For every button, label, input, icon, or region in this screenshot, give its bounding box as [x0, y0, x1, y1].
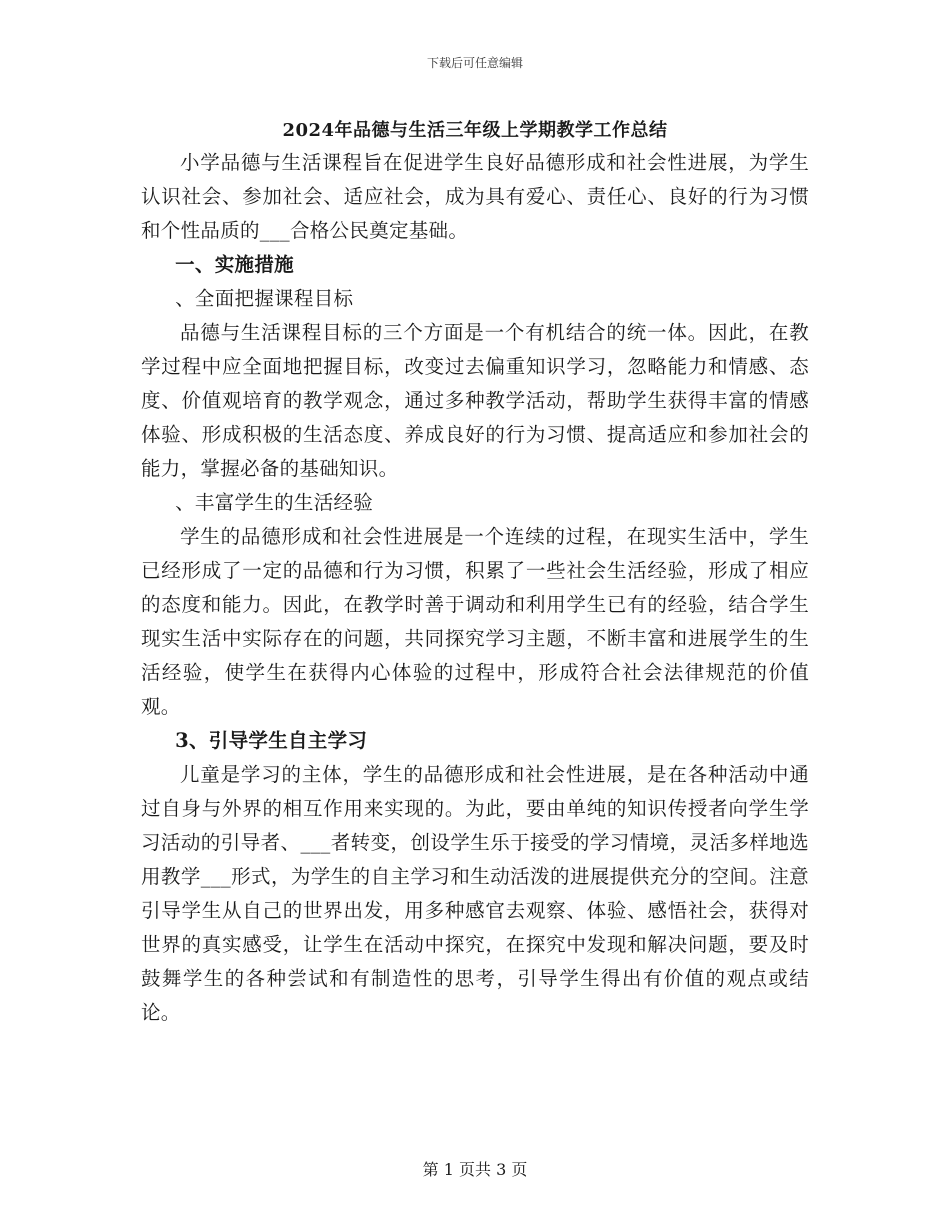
subsection-title-1: 、全面把握课程目标 [175, 287, 354, 310]
intro-paragraph: 小学品德与生活课程旨在促进学生良好品德形成和社会性进展，为学生认识社会、参加社会、适应社会，成为具有爱心、责任心、良好的行为习惯和个性品质的___合格公民奠定基础。 [141, 151, 809, 242]
subsection-text-3: 儿童是学习的主体，学生的品德形成和社会性进展，是在各种活动中通过自身与外界的相互作用来实现的。为此，要由单纯的知识传授者向学生学习活动的引导者、___者转变，创设学生乐于接受的学习情境，灵活多样地选用教学___形式，为学生的自主学习和生动活泼的进展提供充分的空间。注意引导学生从自己的世界出发，用多种感官去观察、体验、感悟社会，获得对世界的真实感受，让学生在活动中探究，在探究中发现和解决问题，要及时鼓舞学生的各种尝试和有制造性的思考，引导学生得出有价值的观点或结论。 [141, 763, 809, 1024]
subsection-title-3: 3、引导学生自主学习 [175, 729, 368, 752]
subsection-text-2: 学生的品德形成和社会性进展是一个连续的过程，在现实生活中，学生已经形成了一定的品德和行为习惯，积累了一些社会生活经验，形成了相应的态度和能力。因此，在教学时善于调动和利用学生已有的经验，结合学生现实生活中实际存在的问题，共同探究学习主题，不断丰富和进展学生的生活经验，使学生在获得内心体验的过程中，形成符合社会法律规范的价值观。 [141, 525, 809, 718]
subsection-text-1: 品德与生活课程目标的三个方面是一个有机结合的统一体。因此，在教学过程中应全面地把握目标，改变过去偏重知识学习，忽略能力和情感、态度、价值观培育的教学观念，通过多种教学活动，帮助学生获得丰富的情感体验、形成积极的生活态度、养成良好的行为习惯、提高适应和参加社会的能力，掌握必备的基础知识。 [141, 321, 809, 480]
subsection-title-2: 、丰富学生的生活经验 [175, 491, 374, 514]
document-body [141, 146, 809, 1030]
section-heading: 一、实施措施 [175, 253, 294, 276]
header-note: 下载后可任意编辑 [426, 56, 523, 70]
document-title: 2024年品德与生活三年级上学期教学工作总结 [282, 120, 668, 141]
page-footer: 第 1 页共 3 页 [422, 1160, 528, 1179]
